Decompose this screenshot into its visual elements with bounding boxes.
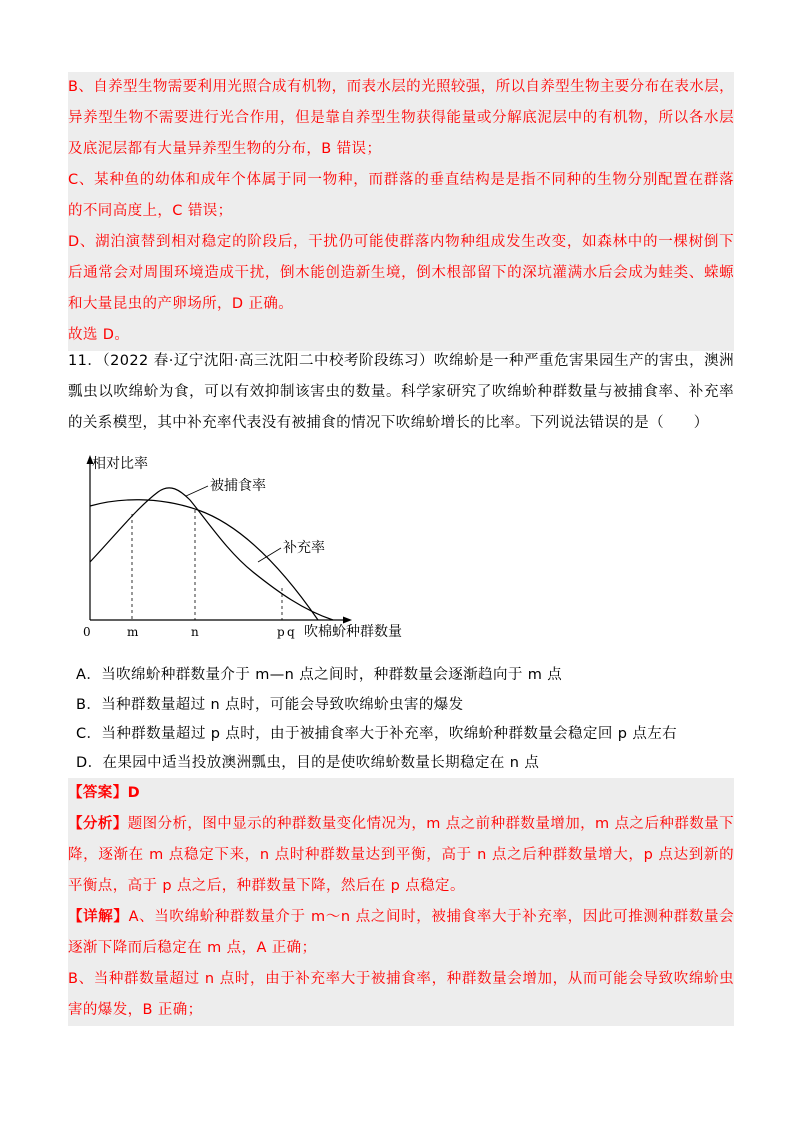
prev-explanation-d: D、湖泊演替到相对稳定的阶段后，干扰仍可能使群落内物种组成发生改变，如森林中的一棵树倒下后通常会对周围环境造成干扰，倒木能创造新生境，倒木根部留下的深坑灌满水后会成为蛙类、蝾螈和大量昆虫的产卵场所，D 正确。 [68, 234, 734, 312]
tick-p: p [277, 625, 285, 639]
prev-explanation-c: C、某种鱼的幼体和成年个体属于同一物种，而群落的垂直结构是是指不同种的生物分别配置在群落的不同高度上，C 错误； [68, 172, 734, 219]
prev-conclusion: 故选 D。 [68, 327, 130, 343]
tick-n: n [191, 625, 199, 639]
prev-explanation-b: B、自养型生物需要利用光照合成有机物，而表水层的光照较强，所以自养型生物主要分布在表水层，异养型生物不需要进行光合作用，但是靠自养型生物获得能量或分解底泥层中的有机物，所以各水层及底泥层都有大量异养型生物的分布，B 错误； [68, 79, 734, 157]
answer-tag: 【答案】 [68, 785, 128, 801]
analysis-line [68, 809, 734, 902]
analysis-text: 题图分析，图中显示的种群数量变化情况为，m 点之前种群数量增加，m 点之后种群数量下降，逐渐在 m 点稳定下来，n 点时种群数量达到平衡，高于 n 点之后种群数量增大，p 点达到新的平衡点，高于 p 点之后，种群数量下降，然后在 p 点稳定。 [68, 816, 735, 894]
answer-line [68, 778, 734, 809]
detail-line [68, 902, 734, 964]
detail-a: A、当吹绵蚧种群数量介于 m～n 点之间时，被捕食率大于补充率，因此可推测种群数量会逐渐下降而后稳定在 m 点，A 正确； [68, 909, 734, 956]
option-d: D．在果园中适当投放澳洲瓢虫，目的是使吹绵蚧数量长期稳定在 n 点 [76, 755, 540, 771]
detail-b: B、当种群数量超过 n 点时，由于补充率大于被捕食率，种群数量会增加，从而可能会导致吹绵蚧虫害的爆发，B 正确； [68, 971, 734, 1018]
tick-m: m [127, 625, 139, 639]
detail-tag: 【详解】 [68, 909, 129, 925]
answer-value: D [127, 785, 141, 801]
analysis-tag: 【分析】 [68, 816, 128, 832]
x-axis-arrow [343, 617, 352, 624]
answer-block [68, 778, 734, 1026]
predation-label: 被捕食率 [210, 478, 266, 494]
predation-leader [186, 486, 208, 496]
question-text: （2022 春·辽宁沈阳·高三沈阳二中校考阶段练习）吹绵蚧是一种严重危害果园生产的害虫，澳洲瓢虫以吹绵蚧为食，可以有效抑制该害虫的数量。科学家研究了吹绵蚧种群数量与被捕食率、补充率的关系模型，其中补充率代表没有被捕食的情况下吹绵蚧增长的比率。下列说法错误的是（ ） [68, 353, 734, 431]
prev-explanation [68, 72, 734, 351]
x-axis-label: 吹棉蚧种群数量 [304, 624, 402, 640]
tick-q: q [287, 625, 295, 639]
question-stem [68, 346, 734, 439]
question-11 [68, 346, 734, 439]
y-axis-label: 相对比率 [92, 456, 148, 472]
relation-figure [78, 452, 438, 642]
option-c: C．当种群数量超过 p 点时，由于被捕食率大于补充率，吹绵蚧种群数量会稳定回 p 点左右 [76, 726, 678, 742]
origin-label: 0 [83, 625, 91, 639]
supply-label: 补充率 [283, 540, 325, 556]
option-a: A．当吹绵蚧种群数量介于 m—n 点之间时，种群数量会逐渐趋向于 m 点 [76, 667, 563, 683]
question-number: 11． [68, 353, 103, 369]
option-b: B．当种群数量超过 n 点时，可能会导致吹绵蚧虫害的爆发 [76, 697, 464, 713]
